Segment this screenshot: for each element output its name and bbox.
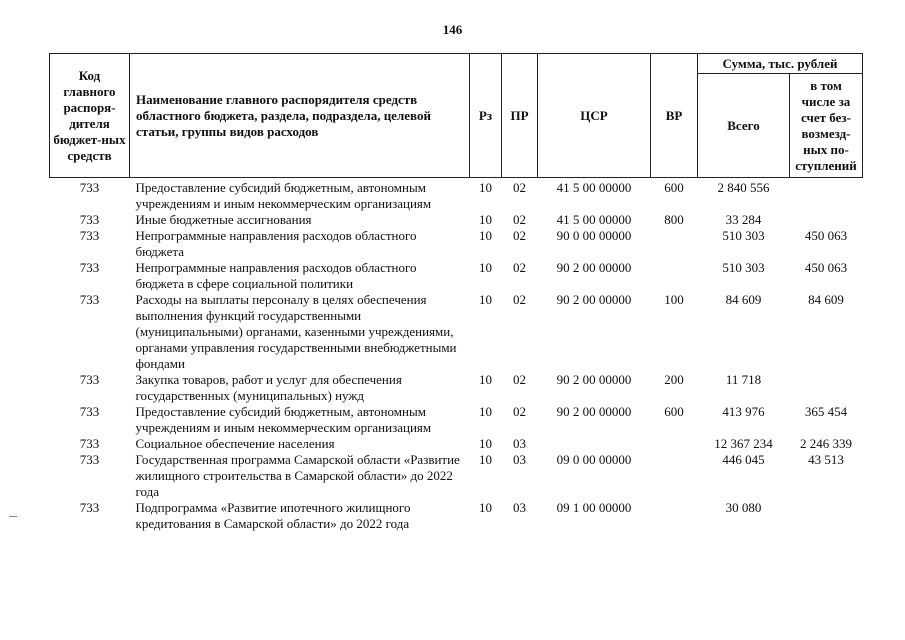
cell-name: Государственная программа Самарской области «Развитие жилищного строительства в Самарской области» до 2022 года (135, 452, 460, 499)
cell-vr: 600 (664, 404, 684, 419)
header-total: Всего (698, 74, 790, 178)
cell-csr: 09 1 00 00000 (556, 500, 632, 515)
cell-code: 733 (79, 404, 100, 419)
table-row (50, 178, 863, 213)
cell-name: Подпрограмма «Развитие ипотечного жилищного кредитования в Самарской области» до 2022 года (135, 500, 411, 531)
table-row (50, 260, 863, 292)
cell-pr: 02 (513, 228, 526, 243)
table-row (50, 212, 863, 228)
cell-code: 733 (79, 292, 100, 307)
cell-code: 733 (79, 372, 100, 387)
header-free: в том числе за счет без-возмезд-ных по-ступлений (790, 74, 863, 178)
table-body (50, 178, 863, 533)
cell-rz: 10 (479, 404, 492, 419)
cell-vr: 600 (664, 180, 684, 195)
table-row (50, 436, 863, 452)
cell-vr: 200 (664, 372, 684, 387)
cell-vr: 100 (664, 292, 684, 307)
cell-name: Непрограммные направления расходов областного бюджета в сфере социальной политики (135, 260, 417, 291)
cell-rz: 10 (479, 180, 492, 195)
cell-csr: 90 0 00 00000 (556, 228, 632, 243)
cell-total: 33 284 (725, 212, 762, 227)
cell-free: 450 063 (804, 228, 848, 243)
cell-csr: 09 0 00 00000 (556, 452, 632, 467)
cell-vr (651, 436, 698, 452)
cell-vr (651, 452, 698, 500)
cell-total: 30 080 (725, 500, 762, 515)
header-csr: ЦСР (538, 54, 651, 178)
cell-code: 733 (79, 436, 100, 451)
cell-free: 365 454 (804, 404, 848, 419)
table-row (50, 372, 863, 404)
cell-name: Предоставление субсидий бюджетным, автономным учреждениям и иным некоммерческим организациям (135, 404, 432, 435)
header-pr: ПР (502, 54, 538, 178)
table-row (50, 500, 863, 532)
cell-name: Расходы на выплаты персоналу в целях обеспечения выполнения функций государственными (муниципальными) органами, казенными учреждениями, органами управления государственными внебюджетными фондами (135, 292, 457, 371)
margin-mark (9, 516, 17, 517)
cell-total: 446 045 (722, 452, 765, 467)
cell-free: 450 063 (804, 260, 848, 275)
cell-rz: 10 (479, 452, 492, 467)
cell-name: Социальное обеспечение населения (135, 436, 335, 451)
cell-csr: 90 2 00 00000 (556, 292, 632, 307)
table-row (50, 452, 863, 500)
cell-free: 43 513 (808, 452, 844, 467)
cell-csr: 90 2 00 00000 (556, 260, 632, 275)
cell-rz: 10 (479, 228, 492, 243)
cell-pr: 02 (513, 372, 526, 387)
page-number: 146 (442, 22, 463, 37)
cell-free: 2 246 339 (800, 436, 852, 451)
cell-pr: 03 (513, 452, 526, 467)
cell-rz: 10 (479, 436, 492, 451)
cell-free: 84 609 (808, 292, 844, 307)
table-row (50, 228, 863, 260)
cell-csr: 90 2 00 00000 (556, 404, 632, 419)
cell-csr: 90 2 00 00000 (556, 372, 632, 387)
cell-free (790, 372, 863, 404)
header-vr: ВР (651, 54, 698, 178)
cell-free (790, 500, 863, 532)
cell-rz: 10 (479, 212, 492, 227)
table-row (50, 404, 863, 436)
cell-rz: 10 (479, 500, 492, 515)
cell-pr: 02 (513, 260, 526, 275)
header-name: Наименование главного распорядителя средств областного бюджета, раздела, подраздела, целевой статьи, группы видов расходов (130, 54, 470, 178)
cell-name: Непрограммные направления расходов областного бюджета (135, 228, 417, 259)
cell-pr: 02 (513, 292, 526, 307)
cell-total: 510 303 (722, 260, 765, 275)
cell-rz: 10 (479, 260, 492, 275)
cell-code: 733 (79, 180, 100, 195)
cell-total: 510 303 (722, 228, 765, 243)
cell-csr: 41 5 00 00000 (556, 212, 632, 227)
cell-pr: 02 (513, 180, 526, 195)
cell-name: Предоставление субсидий бюджетным, автономным учреждениям и иным некоммерческим организациям (135, 180, 432, 211)
cell-total: 12 367 234 (714, 436, 773, 451)
cell-total: 2 840 556 (717, 180, 770, 195)
cell-code: 733 (79, 260, 100, 275)
header-rz: Рз (470, 54, 502, 178)
cell-code: 733 (79, 228, 100, 243)
table-row (50, 292, 863, 372)
cell-csr: 41 5 00 00000 (556, 180, 632, 195)
cell-vr (651, 260, 698, 292)
cell-total: 413 976 (722, 404, 765, 419)
cell-code: 733 (79, 452, 100, 467)
cell-vr (651, 500, 698, 532)
cell-total: 84 609 (725, 292, 762, 307)
cell-rz: 10 (479, 292, 492, 307)
budget-table (49, 53, 863, 532)
cell-free (790, 212, 863, 228)
header-code: Код главного распоря-дителя бюджет-ных средств (50, 54, 130, 178)
cell-name: Закупка товаров, работ и услуг для обеспечения государственных (муниципальных) нужд (135, 372, 402, 403)
cell-code: 733 (79, 212, 100, 227)
cell-pr: 02 (513, 212, 526, 227)
cell-code: 733 (79, 500, 100, 515)
cell-csr (538, 436, 651, 452)
cell-pr: 02 (513, 404, 526, 419)
cell-pr: 03 (513, 436, 526, 451)
header-sum: Сумма, тыс. рублей (698, 54, 863, 74)
cell-total: 11 718 (725, 372, 762, 387)
cell-name: Иные бюджетные ассигнования (135, 212, 312, 227)
cell-free (790, 178, 863, 213)
table-header (50, 54, 863, 178)
cell-vr: 800 (664, 212, 684, 227)
cell-vr (651, 228, 698, 260)
cell-rz: 10 (479, 372, 492, 387)
cell-pr: 03 (513, 500, 526, 515)
